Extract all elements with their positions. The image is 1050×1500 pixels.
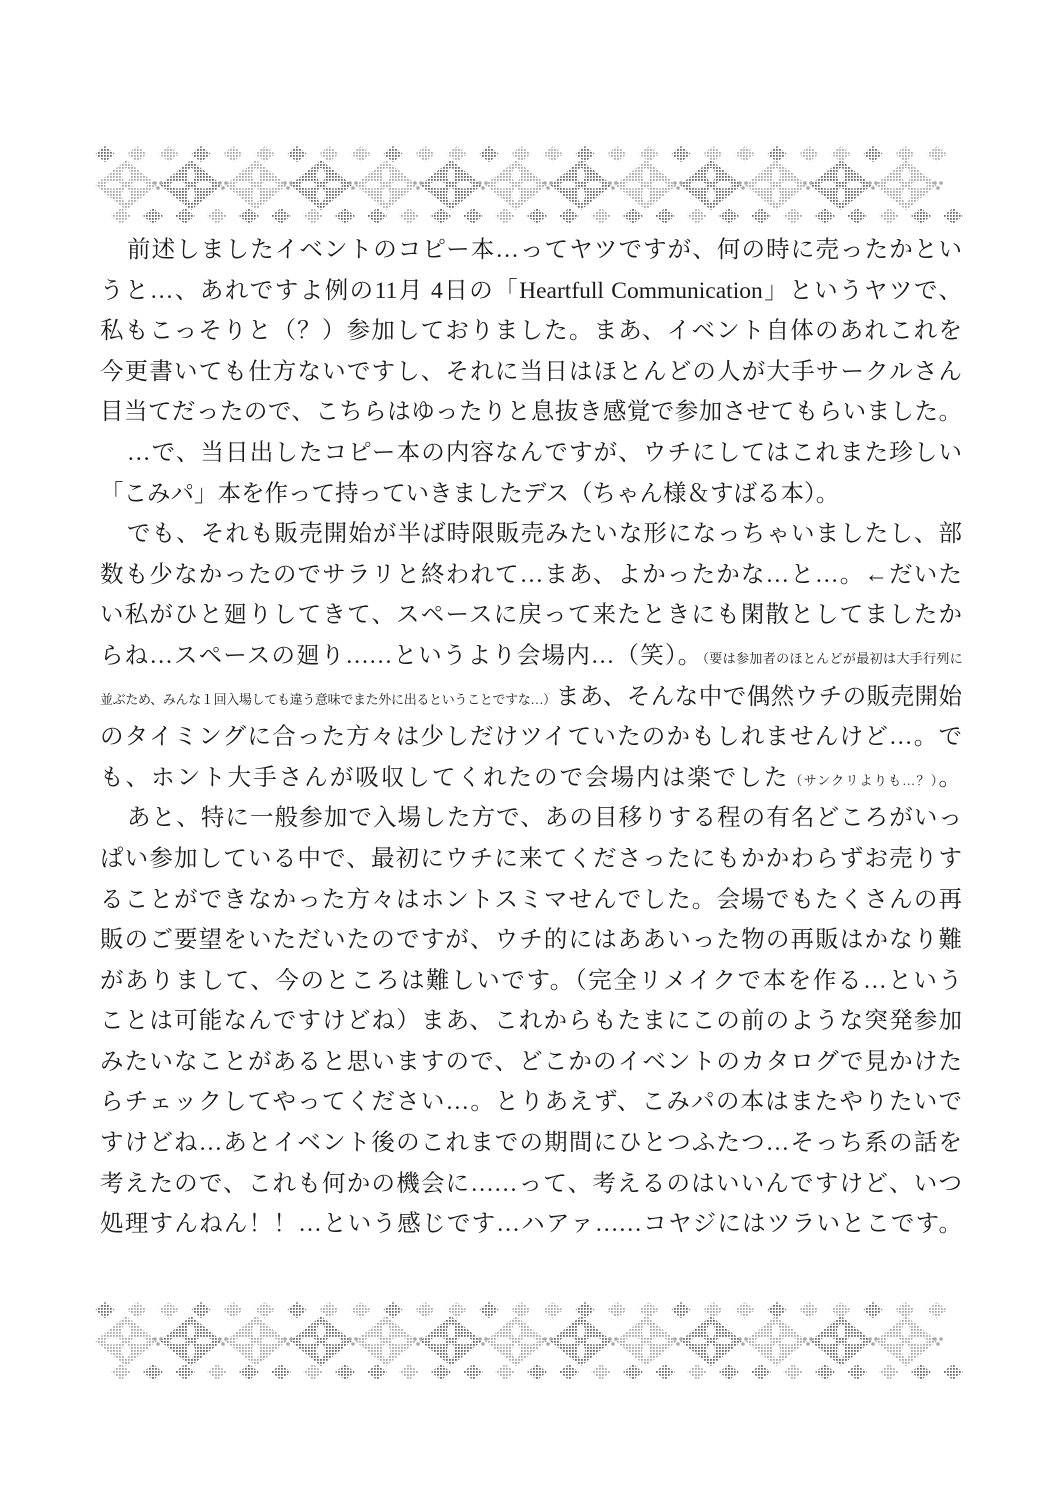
text-line [100, 758, 962, 799]
text-line [100, 1042, 962, 1083]
small-diamond-ornament [671, 146, 691, 162]
text-segment: 販のご要望をいただいたのですが、ウチ的にはああいった物の再販はかなり難 [100, 927, 962, 954]
text-line [100, 677, 962, 718]
small-diamond-ornament [495, 208, 515, 224]
text-segment: うと…、あれですよ例の11月 4日の「Heartfull Communication」というヤツで、 [100, 277, 962, 304]
text-line [100, 1164, 962, 1205]
large-diamond-ornament [550, 160, 612, 210]
small-diamond-ornament [943, 1364, 963, 1380]
aside-note: （要は参加者のほとんどが最初は大手行列に [702, 650, 962, 666]
small-diamond-ornament [463, 208, 483, 224]
small-diamond-ornament [591, 1364, 611, 1380]
text-line [100, 595, 962, 636]
small-diamond-ornament [175, 208, 195, 224]
small-diamond-ornament [911, 1364, 931, 1380]
small-diamond-ornament [831, 146, 851, 162]
large-diamond-ornament [160, 160, 222, 210]
small-diamond-ornament [735, 146, 755, 162]
small-diamond-ornament [447, 1302, 467, 1318]
decorative-diamond-border-top [95, 146, 965, 224]
small-diamond-ornament [655, 208, 675, 224]
text-line [100, 636, 962, 677]
large-diamond-ornament [225, 160, 287, 210]
large-diamond-ornament [95, 160, 157, 210]
small-diamond-ornament [239, 1364, 259, 1380]
text-segment: らね…スペースの廻り……というより会場内…（笑）。 [100, 642, 703, 669]
small-diamond-ornament [831, 1302, 851, 1318]
small-diamond-ornament [559, 1364, 579, 1380]
text-line [100, 555, 962, 596]
text-segment: 「こみパ」本を作って持っていきましたデス（ちゃん様＆すばる本）。 [100, 480, 840, 507]
small-diamond-ornament [815, 1364, 835, 1380]
large-diamond-ornament [160, 1316, 222, 1366]
text-line [100, 717, 962, 758]
text-line [100, 961, 962, 1002]
small-diamond-ornament [767, 146, 787, 162]
small-diamond-ornament [927, 1302, 947, 1318]
text-segment: ぱい参加している中で、最初にウチに来てくださったにもかかわらずお売りす [100, 845, 962, 872]
text-line [100, 514, 962, 555]
small-diamond-ornament [175, 1364, 195, 1380]
small-diamond-ornament [399, 208, 419, 224]
large-diamond-ornament [290, 160, 352, 210]
small-diamond-ornament [143, 208, 163, 224]
small-diamond-ornament [495, 1364, 515, 1380]
text-segment: 私もこっそりと（？）参加しておりました。まあ、イベント自体のあれこれを [100, 318, 962, 345]
small-diamond-ornament [847, 208, 867, 224]
small-diamond-ornament [319, 1302, 339, 1318]
large-diamond-ornament [745, 1316, 807, 1366]
small-diamond-ornament [447, 146, 467, 162]
text-line [100, 1001, 962, 1042]
small-diamond-ornament [799, 146, 819, 162]
text-segment: い私がひと廻りしてきて、スペースに戻って来たときにも閑散としてましたか [100, 602, 962, 629]
small-diamond-ornament [751, 208, 771, 224]
small-diamond-ornament [335, 1364, 355, 1380]
small-diamond-ornament [335, 208, 355, 224]
small-diamond-ornament [511, 146, 531, 162]
text-line [100, 880, 962, 921]
small-diamond-ornament [783, 208, 803, 224]
small-diamond-ornament [639, 1302, 659, 1318]
text-line [100, 230, 962, 271]
text-segment: あと、特に一般参加で入場した方で、あの目移りする程の有名どころがいっ [127, 805, 962, 832]
text-segment: 数も少なかったのでサラリと終われて…まあ、よかったかな…と…。←だいた [100, 561, 962, 588]
small-diamond-ornament [255, 146, 275, 162]
small-diamond-ornament [607, 146, 627, 162]
large-diamond-ornament [680, 1316, 742, 1366]
small-diamond-ornament [399, 1364, 419, 1380]
small-diamond-ornament [703, 146, 723, 162]
small-diamond-ornament [719, 208, 739, 224]
small-diamond-ornament [463, 1364, 483, 1380]
small-diamond-ornament [703, 1302, 723, 1318]
text-line [100, 392, 962, 433]
small-diamond-ornament [367, 1364, 387, 1380]
small-diamond-ornament [607, 1302, 627, 1318]
text-segment: ことは可能なんですけどね）まあ、これからもたまにこの前のような突発参加 [100, 1008, 962, 1035]
small-diamond-ornament [895, 146, 915, 162]
small-diamond-ornament [239, 208, 259, 224]
small-diamond-ornament [543, 1302, 563, 1318]
small-diamond-ornament [799, 1302, 819, 1318]
text-segment: 。 [938, 764, 962, 791]
text-segment: すけどね…あとイベント後のこれまでの期間にひとつふたつ…そっち系の話を [100, 1130, 962, 1157]
large-diamond-ornament [225, 1316, 287, 1366]
text-segment: がありまして、今のところは難しいです。（完全リメイクで本を作る…という [100, 967, 962, 994]
small-diamond-ornament [671, 1302, 691, 1318]
large-diamond-ornament [420, 1316, 482, 1366]
large-diamond-ornament [355, 160, 417, 210]
text-line [100, 1082, 962, 1123]
text-segment: 考えたので、これも何かの機会に……って、考えるのはいいんですけど、いつ [100, 1170, 962, 1197]
large-diamond-ornament [680, 160, 742, 210]
small-diamond-ornament [863, 146, 883, 162]
small-diamond-ornament [383, 146, 403, 162]
small-diamond-ornament [127, 1302, 147, 1318]
large-diamond-ornament [95, 1316, 157, 1366]
small-diamond-ornament [559, 208, 579, 224]
text-segment: 目当てだったので、こちらはゆったりと息抜き感覚で参加させてもらいました。 [100, 399, 962, 426]
small-diamond-ornament [287, 1302, 307, 1318]
text-segment: 前述しましたイベントのコピー本…ってヤツですが、何の時に売ったかとい [127, 237, 962, 263]
small-diamond-ornament [303, 208, 323, 224]
small-diamond-ornament [527, 208, 547, 224]
text-line [100, 433, 962, 474]
small-diamond-ornament [847, 1364, 867, 1380]
small-diamond-ornament [575, 1302, 595, 1318]
small-diamond-ornament [271, 208, 291, 224]
small-diamond-ornament [223, 1302, 243, 1318]
small-diamond-ornament [751, 1364, 771, 1380]
small-diamond-ornament [111, 208, 131, 224]
small-diamond-ornament [303, 1364, 323, 1380]
small-diamond-ornament [479, 1302, 499, 1318]
large-diamond-ornament [485, 1316, 547, 1366]
small-diamond-ornament [271, 1364, 291, 1380]
small-diamond-ornament [591, 208, 611, 224]
small-diamond-ornament [719, 1364, 739, 1380]
small-diamond-ornament [879, 1364, 899, 1380]
large-diamond-ornament [810, 160, 872, 210]
small-diamond-ornament [863, 1302, 883, 1318]
large-diamond-ornament [615, 1316, 677, 1366]
small-diamond-ornament [687, 1364, 707, 1380]
text-segment: 今更書いても仕方ないですし、それに当日はほとんどの人が大手サークルさん [100, 358, 962, 385]
small-diamond-ornament [815, 208, 835, 224]
small-diamond-ornament [111, 1364, 131, 1380]
text-segment: も、ホント大手さんが吸収してくれたので会場内は楽でした [100, 764, 790, 791]
small-diamond-ornament [159, 146, 179, 162]
text-segment: でも、それも販売開始が半ば時限販売みたいな形になっちゃいましたし、部 [127, 521, 962, 548]
large-diamond-ornament [875, 160, 937, 210]
text-segment: ることができなかった方々はホントスミマせんでした。会場でもたくさんの再 [100, 886, 962, 913]
small-diamond-ornament [639, 146, 659, 162]
text-line [100, 352, 962, 393]
small-diamond-ornament [367, 208, 387, 224]
small-diamond-ornament [351, 1302, 371, 1318]
small-diamond-ornament [191, 1302, 211, 1318]
large-diamond-ornament [355, 1316, 417, 1366]
small-diamond-ornament [511, 1302, 531, 1318]
large-diamond-ornament [615, 160, 677, 210]
large-diamond-ornament [420, 160, 482, 210]
small-diamond-ornament [287, 146, 307, 162]
decorative-diamond-border-bottom [95, 1302, 965, 1380]
text-segment: らチェックしてやってください…。とりあえず、こみパの本はまたやりたいで [100, 1089, 962, 1116]
small-diamond-ornament [527, 1364, 547, 1380]
aside-note: 並ぶため、みんな１回入場しても違う意味でまた外に出るということですな…） [100, 691, 556, 707]
text-segment: まあ、そんな中で偶然ウチの販売開始 [555, 683, 963, 710]
small-diamond-ornament [479, 146, 499, 162]
large-diamond-ornament [745, 160, 807, 210]
small-diamond-ornament [575, 146, 595, 162]
small-diamond-ornament [127, 146, 147, 162]
small-diamond-ornament [95, 1302, 115, 1318]
small-diamond-ornament [143, 1364, 163, 1380]
text-segment: …で、当日出したコピー本の内容なんですが、ウチにしてはこれまた珍しい [127, 439, 962, 466]
small-diamond-ornament [895, 1302, 915, 1318]
large-diamond-ornament [485, 160, 547, 210]
text-line [100, 1204, 962, 1245]
text-line [100, 474, 962, 515]
small-diamond-ornament [255, 1302, 275, 1318]
large-diamond-ornament [290, 1316, 352, 1366]
small-diamond-ornament [159, 1302, 179, 1318]
text-line [100, 798, 962, 839]
text-line [100, 920, 962, 961]
large-diamond-ornament [875, 1316, 937, 1366]
aside-note: （サンクリよりも…？） [789, 772, 939, 788]
body-text [100, 230, 962, 1245]
text-segment: みたいなことがあると思いますので、どこかのイベントのカタログで見かけた [100, 1048, 962, 1075]
small-diamond-ornament [351, 146, 371, 162]
small-diamond-ornament [783, 1364, 803, 1380]
small-diamond-ornament [735, 1302, 755, 1318]
large-diamond-ornament [550, 1316, 612, 1366]
small-diamond-ornament [207, 208, 227, 224]
text-line [100, 1123, 962, 1164]
small-diamond-ornament [383, 1302, 403, 1318]
small-diamond-ornament [623, 1364, 643, 1380]
small-diamond-ornament [415, 146, 435, 162]
small-diamond-ornament [431, 1364, 451, 1380]
text-segment: のタイミングに合った方々は少しだけツイていたのかもしれませんけど…。で [100, 724, 962, 751]
text-line [100, 271, 962, 312]
small-diamond-ornament [431, 208, 451, 224]
small-diamond-ornament [207, 1364, 227, 1380]
small-diamond-ornament [95, 146, 115, 162]
text-segment: 処理すんねん！！…という感じです…ハアァ……コヤジにはツラいとこです。 [100, 1211, 962, 1238]
small-diamond-ornament [415, 1302, 435, 1318]
text-line [100, 839, 962, 880]
small-diamond-ornament [767, 1302, 787, 1318]
small-diamond-ornament [543, 146, 563, 162]
small-diamond-ornament [911, 208, 931, 224]
small-diamond-ornament [191, 146, 211, 162]
small-diamond-ornament [655, 1364, 675, 1380]
small-diamond-ornament [623, 208, 643, 224]
text-line [100, 311, 962, 352]
large-diamond-ornament [810, 1316, 872, 1366]
small-diamond-ornament [223, 146, 243, 162]
small-diamond-ornament [687, 208, 707, 224]
small-diamond-ornament [943, 208, 963, 224]
small-diamond-ornament [879, 208, 899, 224]
small-diamond-ornament [927, 146, 947, 162]
small-diamond-ornament [319, 146, 339, 162]
